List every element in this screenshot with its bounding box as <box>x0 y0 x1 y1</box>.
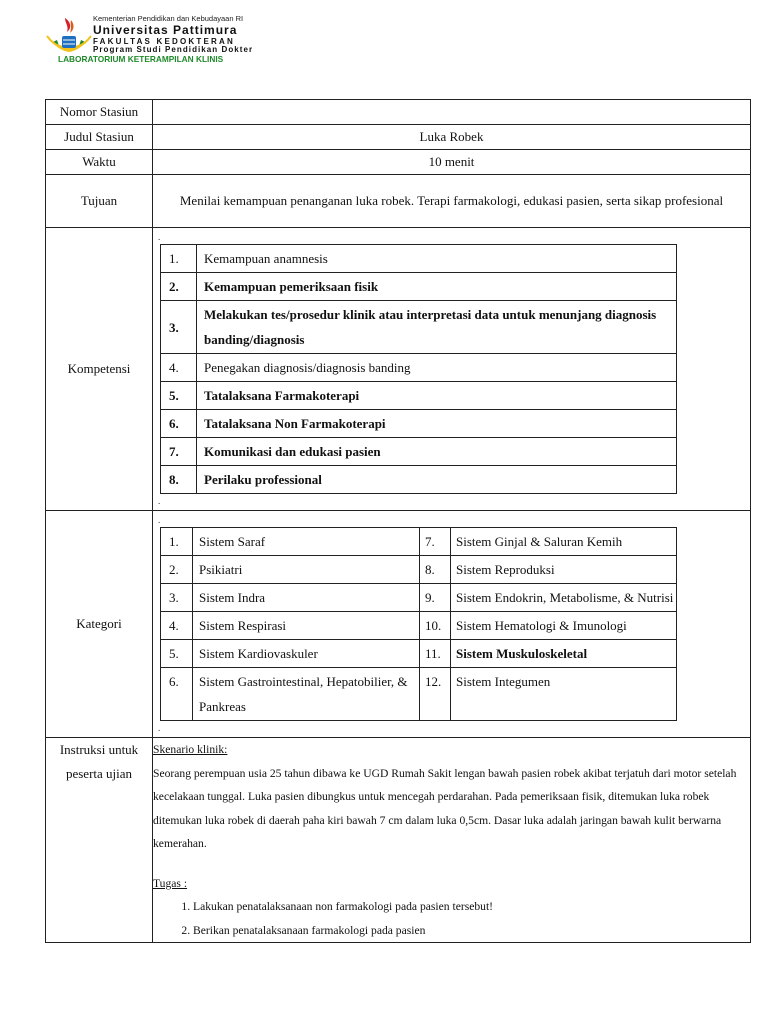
kategori-number: 9. <box>420 584 451 612</box>
kompetensi-number: 7. <box>161 438 197 466</box>
label-waktu: Waktu <box>46 150 153 175</box>
kategori-number: 4. <box>161 612 193 640</box>
kompetensi-number: 4. <box>161 354 197 382</box>
kategori-number: 6. <box>161 668 193 721</box>
kategori-text: Sistem Reproduksi <box>451 556 677 584</box>
lab-name: LABORATORIUM KETERAMPILAN KLINIS <box>58 54 224 64</box>
kompetensi-text: Tatalaksana Non Farmakoterapi <box>197 410 677 438</box>
tugas-list <box>153 895 750 942</box>
kategori-text: Sistem Respirasi <box>193 612 420 640</box>
ministry-name: Kementerian Pendidikan dan Kebudayaan RI <box>93 14 244 23</box>
kategori-text: Sistem Indra <box>193 584 420 612</box>
kompetensi-row <box>161 410 677 438</box>
kategori-row <box>161 612 677 640</box>
value-tujuan: Menilai kemampuan penanganan luka robek. Terapi farmakologi, edukasi pasien, serta sikap profesional <box>153 175 751 228</box>
kompetensi-row <box>161 438 677 466</box>
value-judul-stasiun: Luka Robek <box>153 125 751 150</box>
kategori-number: 5. <box>161 640 193 668</box>
kompetensi-number: 6. <box>161 410 197 438</box>
kompetensi-text: Melakukan tes/prosedur klinik atau interpretasi data untuk menunjang diagnosis banding/diagnosis <box>197 301 677 354</box>
kompetensi-row <box>161 466 677 494</box>
kategori-number: 1. <box>161 528 193 556</box>
kategori-row <box>161 668 677 721</box>
row-judul-stasiun <box>46 125 751 150</box>
kategori-number: 12. <box>420 668 451 721</box>
label-kategori: Kategori <box>46 511 153 738</box>
spacer-dot: . <box>158 232 161 242</box>
kategori-text: Sistem Endokrin, Metabolisme, & Nutrisi <box>451 584 677 612</box>
value-nomor-stasiun <box>153 100 751 125</box>
kompetensi-row <box>161 273 677 301</box>
kategori-text: Sistem Hematologi & Imunologi <box>451 612 677 640</box>
kategori-number: 8. <box>420 556 451 584</box>
kompetensi-row <box>161 354 677 382</box>
kompetensi-number: 3. <box>161 301 197 354</box>
value-waktu: 10 menit <box>153 150 751 175</box>
kompetensi-number: 5. <box>161 382 197 410</box>
kategori-row <box>161 584 677 612</box>
row-waktu <box>46 150 751 175</box>
label-instruksi-line1: Instruksi untuk <box>59 742 139 757</box>
kategori-text: Sistem Integumen <box>451 668 677 721</box>
tugas-title: Tugas : <box>153 876 188 890</box>
kategori-text: Sistem Muskuloskeletal <box>451 640 677 668</box>
university-name: Universitas Pattimura <box>93 23 238 37</box>
kategori-number: 11. <box>420 640 451 668</box>
kategori-row <box>161 640 677 668</box>
kategori-number: 10. <box>420 612 451 640</box>
kategori-row <box>161 528 677 556</box>
label-nomor-stasiun: Nomor Stasiun <box>46 100 153 125</box>
label-instruksi <box>46 738 153 943</box>
kompetensi-row <box>161 382 677 410</box>
kategori-row <box>161 556 677 584</box>
station-table <box>45 99 751 943</box>
kompetensi-text: Perilaku professional <box>197 466 677 494</box>
kategori-number: 2. <box>161 556 193 584</box>
label-kompetensi: Kompetensi <box>46 228 153 511</box>
label-instruksi-line2: peserta ujian <box>65 766 133 781</box>
label-tujuan: Tujuan <box>46 175 153 228</box>
tugas-item: 2. Berikan penatalaksanaan farmakologi pada pasien <box>193 919 750 943</box>
kompetensi-cell <box>153 228 751 511</box>
kompetensi-text: Komunikasi dan edukasi pasien <box>197 438 677 466</box>
kategori-text: Psikiatri <box>193 556 420 584</box>
spacer-dot: . <box>158 723 161 733</box>
program-name: Program Studi Pendidikan Dokter <box>93 45 254 54</box>
kompetensi-text: Penegakan diagnosis/diagnosis banding <box>197 354 677 382</box>
kategori-number: 7. <box>420 528 451 556</box>
kompetensi-text: Tatalaksana Farmakoterapi <box>197 382 677 410</box>
kompetensi-row <box>161 301 677 354</box>
skenario-title: Skenario klinik: <box>153 743 228 756</box>
spacer-dot: . <box>158 496 161 506</box>
kompetensi-text: Kemampuan pemeriksaan fisik <box>197 273 677 301</box>
kategori-table <box>160 527 677 721</box>
tugas-item: 1. Lakukan penatalaksanaan non farmakologi pada pasien tersebut! <box>193 895 750 919</box>
row-kategori <box>46 511 751 738</box>
label-judul-stasiun: Judul Stasiun <box>46 125 153 150</box>
kompetensi-number: 8. <box>161 466 197 494</box>
kompetensi-text: Kemampuan anamnesis <box>197 245 677 273</box>
spacer-dot: . <box>158 515 161 525</box>
kompetensi-number: 1. <box>161 245 197 273</box>
kategori-number: 3. <box>161 584 193 612</box>
row-tujuan <box>46 175 751 228</box>
kategori-text: Sistem Kardiovaskuler <box>193 640 420 668</box>
kategori-text: Sistem Ginjal & Saluran Kemih <box>451 528 677 556</box>
kategori-text: Sistem Saraf <box>193 528 420 556</box>
kategori-text: Sistem Gastrointestinal, Hepatobilier, & Pankreas <box>193 668 420 721</box>
instruksi-cell <box>153 738 751 943</box>
kompetensi-row <box>161 245 677 273</box>
skenario-text: Seorang perempuan usia 25 tahun dibawa ke UGD Rumah Sakit lengan bawah pasien robek akibat terjatuh dari motor setelah kecelakaan tunggal. Luka pasien dibungkus untuk mencegah perdarahan. Pada pemeriksaan fisik, ditemukan luka robek ditemukan luka robek di daerah paha kiri bawah 7 cm dalam luka 0,5cm. Dasar luka adalah jaringan bawah kulit berwarna kemerahan. <box>153 766 737 850</box>
letterhead <box>45 12 285 67</box>
row-kompetensi <box>46 228 751 511</box>
kompetensi-table <box>160 244 677 494</box>
spacer <box>153 856 750 872</box>
faculty-name: FAKULTAS KEDOKTERAN <box>93 37 235 46</box>
row-instruksi <box>46 738 751 943</box>
kompetensi-number: 2. <box>161 273 197 301</box>
row-nomor-stasiun <box>46 100 751 125</box>
kategori-cell <box>153 511 751 738</box>
